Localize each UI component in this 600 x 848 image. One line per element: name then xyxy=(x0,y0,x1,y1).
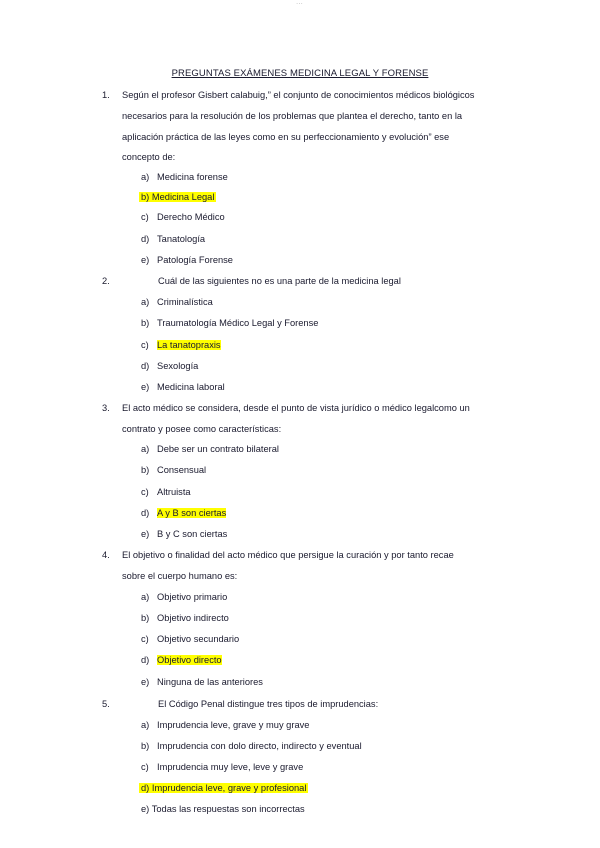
question-number: 1. xyxy=(102,90,110,100)
option-text: Objetivo secundario xyxy=(157,634,240,644)
option-text-highlighted: A y B son ciertas xyxy=(157,508,227,518)
answer-option xyxy=(141,804,305,814)
option-letter: d) xyxy=(141,234,150,244)
answer-option xyxy=(141,592,227,602)
answer-option xyxy=(141,172,228,182)
question-number: 4. xyxy=(102,550,110,560)
option-letter: b) xyxy=(141,741,150,751)
option-letter: a) xyxy=(141,297,150,307)
answer-option xyxy=(141,255,233,265)
answer-option xyxy=(141,212,225,222)
option-letter: a) xyxy=(141,444,150,454)
option-text: Medicina forense xyxy=(157,172,228,182)
option-text: Altruista xyxy=(157,487,191,497)
answer-option xyxy=(141,465,206,475)
option-text: Imprudencia muy leve, leve y grave xyxy=(157,762,304,772)
option-letter: b) xyxy=(141,613,150,623)
option-letter: d) xyxy=(141,508,150,518)
option-letter: a) xyxy=(141,172,150,182)
answer-option xyxy=(141,508,226,518)
question-text-line: Según el profesor Gisbert calabuig,” el conjunto de conocimientos médicos biológicos xyxy=(122,90,475,100)
question-number: 5. xyxy=(102,699,110,709)
answer-option xyxy=(141,677,263,687)
option-letter: e) xyxy=(141,529,150,539)
option-text: Objetivo indirecto xyxy=(157,613,229,623)
answer-option xyxy=(141,340,221,350)
answer-option-highlighted xyxy=(139,783,308,793)
question-text-line: El objetivo o finalidad del acto médico que persigue la curación y por tanto recae xyxy=(122,550,454,560)
option-text: Criminalística xyxy=(157,297,213,307)
answer-option xyxy=(141,741,362,751)
option-text: Medicina laboral xyxy=(157,382,225,392)
option-letter: b) xyxy=(141,192,150,202)
answer-option xyxy=(141,234,205,244)
option-text: Patología Forense xyxy=(157,255,233,265)
option-letter: d) xyxy=(141,783,150,793)
option-letter: e) xyxy=(141,382,150,392)
option-text: B y C son ciertas xyxy=(157,529,228,539)
option-letter: e) xyxy=(141,677,150,687)
option-letter: a) xyxy=(141,592,150,602)
answer-option xyxy=(141,444,279,454)
option-letter: c) xyxy=(141,762,149,772)
answer-option-highlighted xyxy=(139,192,216,202)
option-letter: e) xyxy=(141,255,150,265)
option-text-highlighted: Objetivo directo xyxy=(157,655,222,665)
option-text: Ninguna de las anteriores xyxy=(157,677,263,687)
option-text: Tanatología xyxy=(157,234,206,244)
header-mark: ... xyxy=(296,0,304,6)
question-text-line: El acto médico se considera, desde el punto de vista jurídico o médico legalcomo un xyxy=(122,403,470,413)
option-letter: c) xyxy=(141,634,149,644)
option-letter: c) xyxy=(141,487,149,497)
option-letter: a) xyxy=(141,720,150,730)
answer-option xyxy=(141,529,227,539)
question-text-line: sobre el cuerpo humano es: xyxy=(122,571,238,581)
option-text: Objetivo primario xyxy=(157,592,228,602)
option-letter: c) xyxy=(141,340,149,350)
answer-option xyxy=(141,361,198,371)
option-text: Imprudencia con dolo directo, indirecto y eventual xyxy=(157,741,362,751)
question-number: 3. xyxy=(102,403,110,413)
answer-option xyxy=(141,655,222,665)
option-letter: d) xyxy=(141,361,150,371)
answer-option xyxy=(141,487,191,497)
option-letter: d) xyxy=(141,655,150,665)
answer-option xyxy=(141,720,309,730)
option-text: Debe ser un contrato bilateral xyxy=(157,444,279,454)
answer-option xyxy=(141,318,318,328)
question-text-line: necesarios para la resolución de los problemas que plantea el derecho, tanto en la xyxy=(122,111,463,121)
option-text-highlighted: La tanatopraxis xyxy=(157,340,221,350)
option-text: Sexología xyxy=(157,361,199,371)
question-text-line: concepto de: xyxy=(122,152,176,162)
question-text-line: aplicación práctica de las leyes como en su perfeccionamiento y evolución” ese xyxy=(122,132,450,142)
option-text: Todas las respuestas son incorrectas xyxy=(151,804,305,814)
question-text-line: El Código Penal distingue tres tipos de imprudencias: xyxy=(158,699,379,709)
answer-option xyxy=(141,613,229,623)
answer-option xyxy=(141,634,239,644)
option-letter: b) xyxy=(141,318,150,328)
option-text: Derecho Médico xyxy=(157,212,225,222)
option-letter: b) xyxy=(141,465,150,475)
option-text: Imprudencia leve, grave y profesional xyxy=(151,783,307,793)
question-number: 2. xyxy=(102,276,110,286)
option-text: Medicina Legal xyxy=(151,192,215,202)
option-text: Imprudencia leve, grave y muy grave xyxy=(157,720,310,730)
answer-option xyxy=(141,382,225,392)
answer-option xyxy=(141,297,213,307)
answer-option xyxy=(141,762,303,772)
option-letter: e) xyxy=(141,804,150,814)
option-letter: c) xyxy=(141,212,149,222)
document-title: PREGUNTAS EXÁMENES MEDICINA LEGAL Y FORENSE xyxy=(171,68,429,79)
option-text: Consensual xyxy=(157,465,207,475)
question-text-line: contrato y posee como características: xyxy=(122,424,282,434)
option-text: Traumatología Médico Legal y Forense xyxy=(157,318,319,328)
question-text-line: Cuál de las siguientes no es una parte de la medicina legal xyxy=(158,276,401,286)
